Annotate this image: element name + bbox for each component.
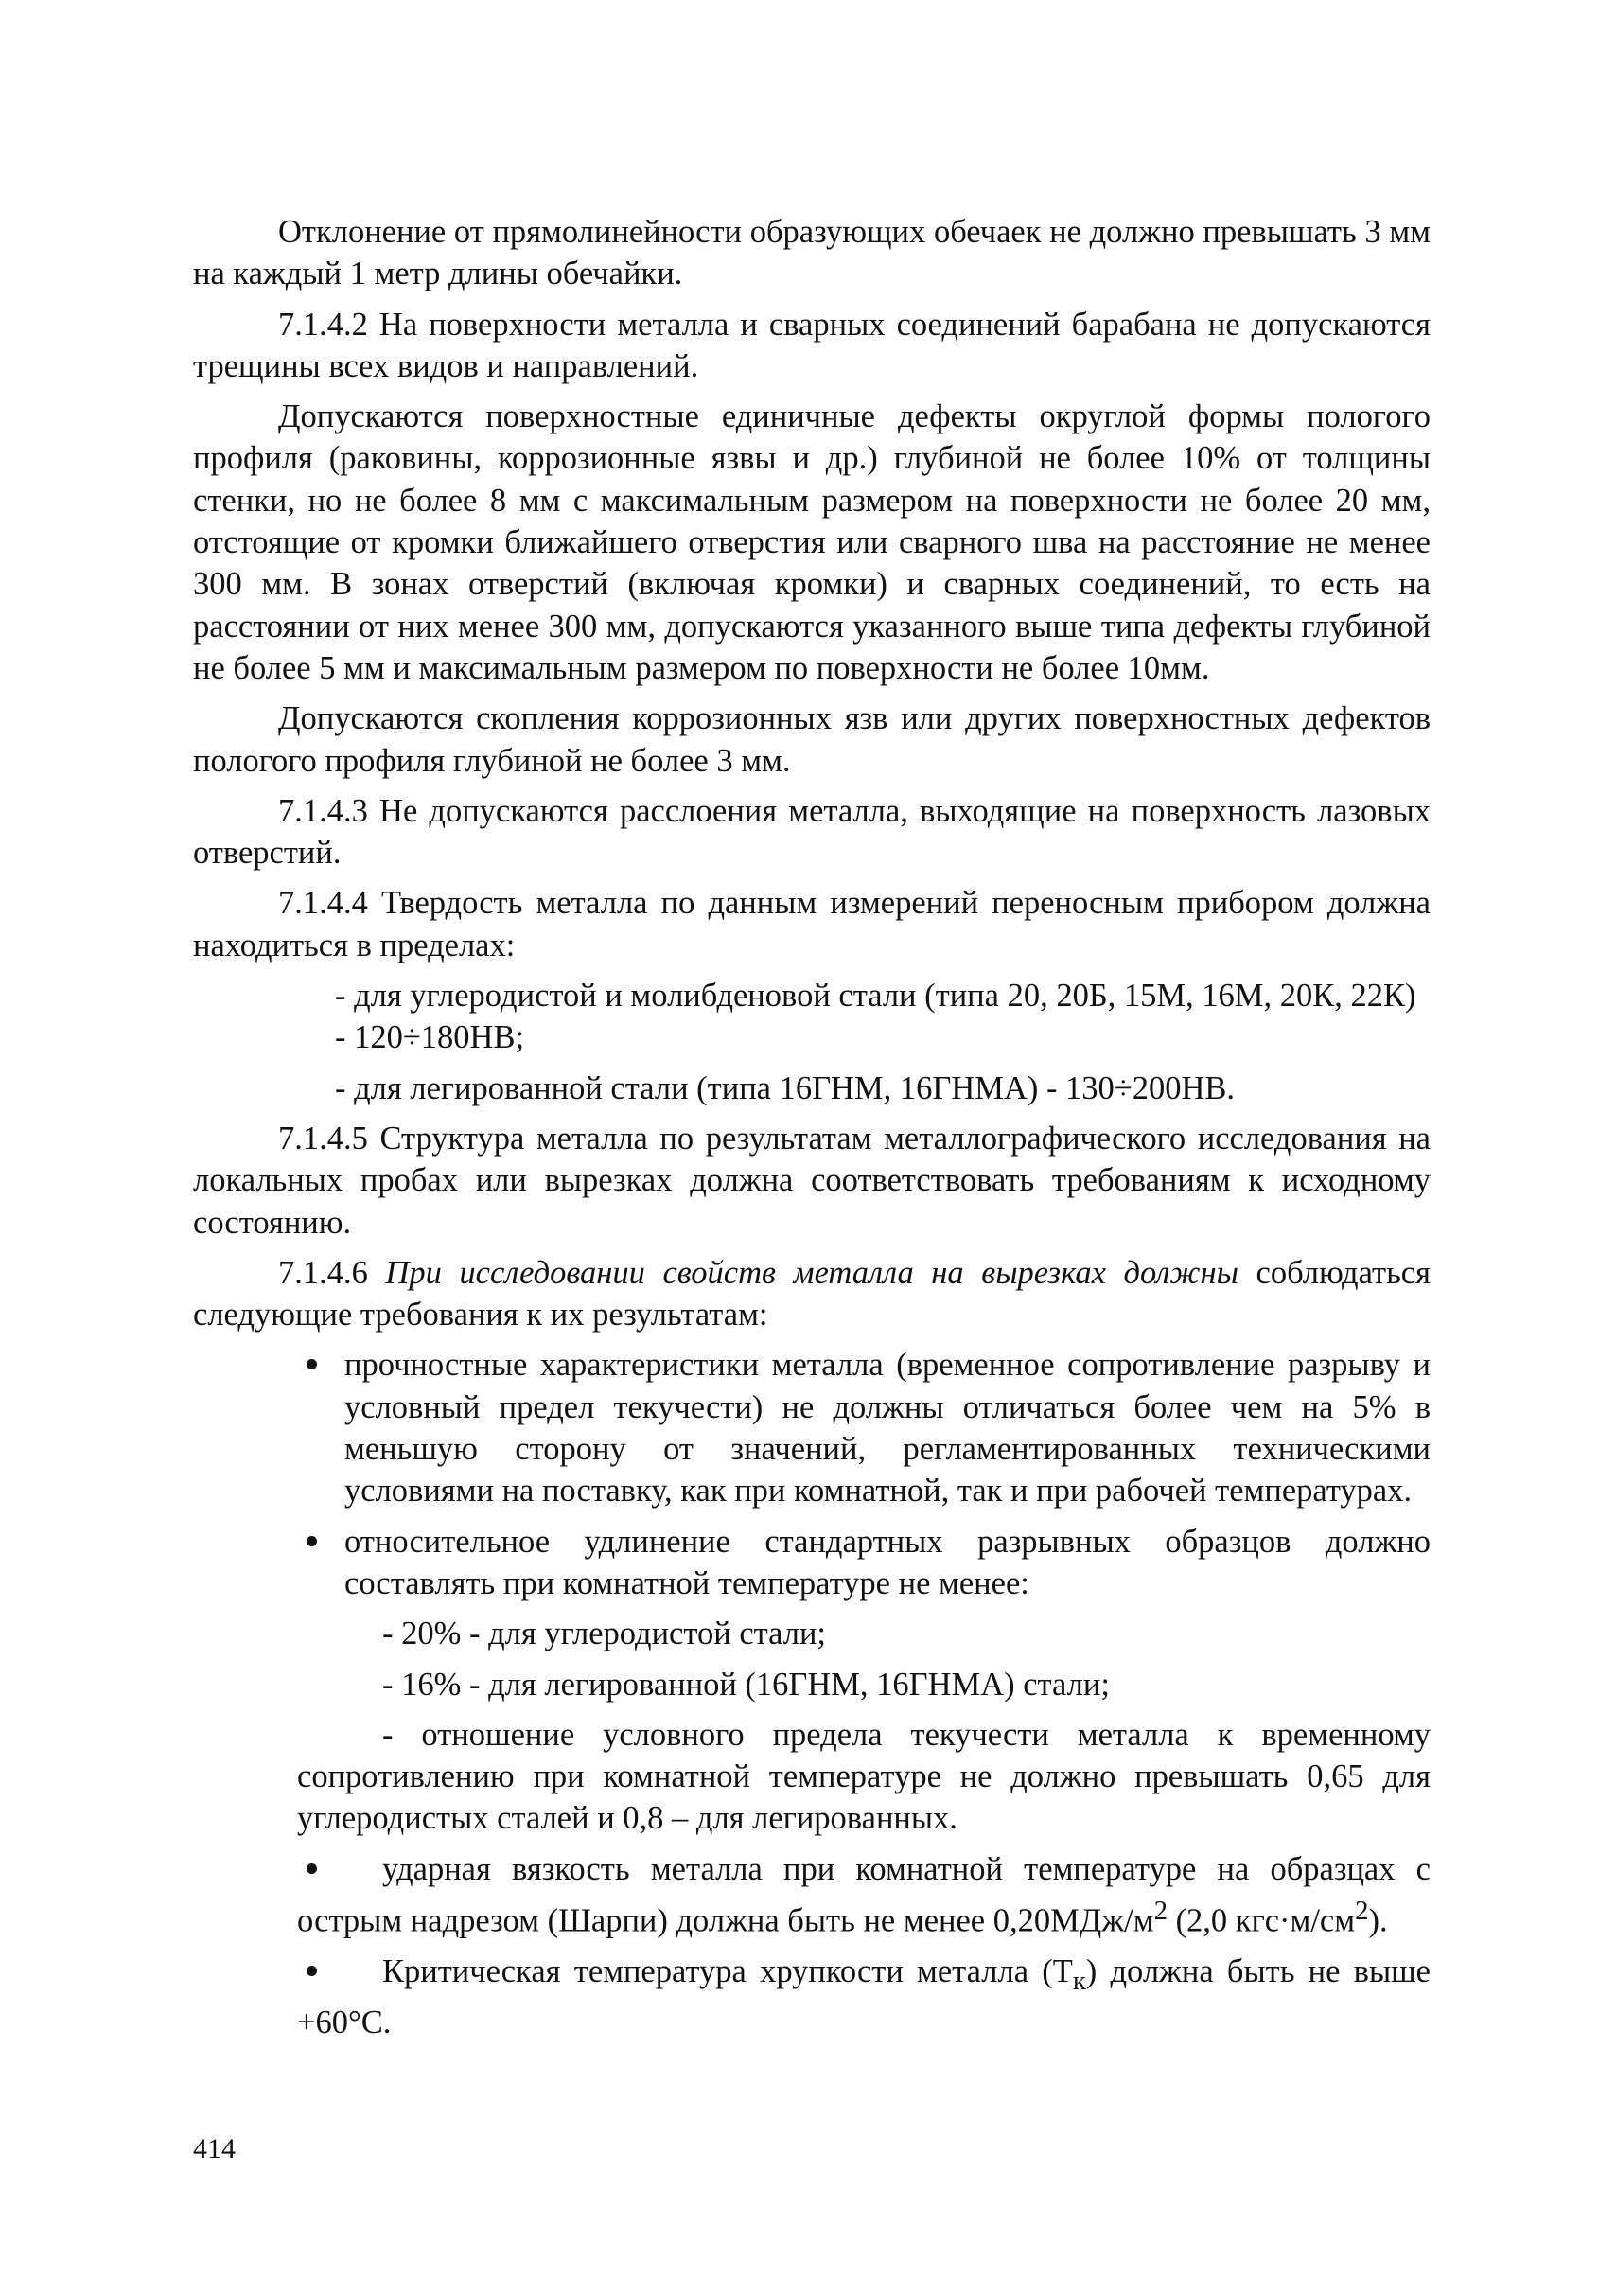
- requirements-list: [193, 1344, 1431, 1604]
- superscript: 2: [1153, 1895, 1168, 1926]
- dash-item: - для углеродистой и молибденовой стали (типа 20, 20Б, 15М, 16М, 20К, 22К) - 120÷180НВ;: [335, 978, 1416, 1056]
- paragraph-rest: соблюдаться следующие требования к их результатам:: [193, 1254, 1431, 1333]
- paragraph-7-1-4-2: 7.1.4.2 На поверхности металла и сварных соединений барабана не допускаются трещины всех видов и направлений.: [193, 306, 1431, 384]
- italic-lead: При исследовании свойств металла на вырезках должны: [385, 1254, 1238, 1291]
- page-number: 414: [193, 2133, 236, 2164]
- sub-item: - 20% - для углеродистой стали;: [382, 1616, 827, 1652]
- body-text: [193, 211, 1431, 2052]
- requirements-list-2: [193, 1848, 1431, 2044]
- temp-text-2: ) должна быть не выше +60°С.: [297, 1952, 1431, 2040]
- sub-item: - отношение условного предела текучести металла к временному сопротивлению при комнатной температуре не должно превышать 0,65 для углеродистых сталей и 0,8 – для легированных.: [297, 1716, 1431, 1837]
- paragraph: Допускаются поверхностные единичные дефекты округлой формы пологого профиля (раковины, коррозионные язвы и др.) глубиной не более 10% от толщины стенки, но не более 8 мм с максимальным размером на поверхности не более 20 мм, отстоящие от кромки ближайшего отверстия или сварного шва на расстояние не менее 300 мм. В зонах отверстий (включая кромки) и сварных соединений, то есть на расстоянии от них менее 300 мм, допускаются указанного выше типа дефекты глубиной не более 5 мм и максимальным размером по поверхности не более 10мм.: [193, 398, 1431, 686]
- bullet-icon: [307, 1966, 317, 1976]
- list-item: [193, 1521, 1431, 1605]
- list-item-text: [297, 1848, 1431, 1942]
- paragraph-7-1-4-4: 7.1.4.4 Твердость металла по данным измерений переносным прибором должна находиться в пределах:: [193, 885, 1431, 963]
- impact-text-2: (2,0 кгс·м/см: [1167, 1902, 1356, 1939]
- paragraph: Допускаются скопления коррозионных язв или других поверхностных дефектов пологого профиля глубиной не более 3 мм.: [193, 700, 1431, 779]
- sub-item: - 16% - для легированной (16ГНМ, 16ГНМА) стали;: [382, 1666, 1110, 1703]
- bullet-icon: [307, 1863, 317, 1874]
- dash-item: - для легированной стали (типа 16ГНМ, 16ГНМА) - 130÷200НВ.: [335, 1069, 1236, 1106]
- list-item-text: [297, 1951, 1431, 2043]
- list-item-text: прочностные характеристики металла (временное сопротивление разрыву и условный предел текучести) не должны отличаться более чем на 5% в меньшую сторону от значений, регламентированных техническими условиями на поставку, как при комнатной, так и при рабочей температурах.: [344, 1347, 1431, 1510]
- list-item: [193, 1951, 1431, 2043]
- list-item: [193, 1848, 1431, 1942]
- paragraph-7-1-4-6: [193, 1252, 1431, 1336]
- superscript: 2: [1355, 1895, 1369, 1926]
- subscript: к: [1072, 1965, 1086, 1996]
- list-item: [193, 1344, 1431, 1511]
- impact-text: ударная вязкость металла при комнатной температуре на образцах с острым надрезом (Шарпи) должна быть не менее 0,20МДж/м: [297, 1850, 1431, 1939]
- bullet-icon: [307, 1536, 317, 1546]
- impact-text-3: ).: [1368, 1902, 1388, 1939]
- paragraph-7-1-4-3: 7.1.4.3 Не допускаются расслоения металла, выходящие на поверхность лазовых отверстий.: [193, 792, 1431, 872]
- list-item-text: относительное удлинение стандартных разрывных образцов должно составлять при комнатной температуре не менее:: [344, 1523, 1431, 1601]
- paragraph-7-1-4-5: 7.1.4.5 Структура металла по результатам металлографического исследования на локальных пробах или вырезках должна соответствовать требованиям к исходному состоянию.: [193, 1120, 1431, 1241]
- paragraph: Отклонение от прямолинейности образующих обечаек не должно превышать 3 мм на каждый 1 метр длины обечайки.: [193, 214, 1431, 292]
- section-number: 7.1.4.6: [278, 1254, 386, 1291]
- bullet-icon: [307, 1359, 317, 1369]
- temp-text: Критическая температура хрупкости металла (Т: [382, 1952, 1073, 1989]
